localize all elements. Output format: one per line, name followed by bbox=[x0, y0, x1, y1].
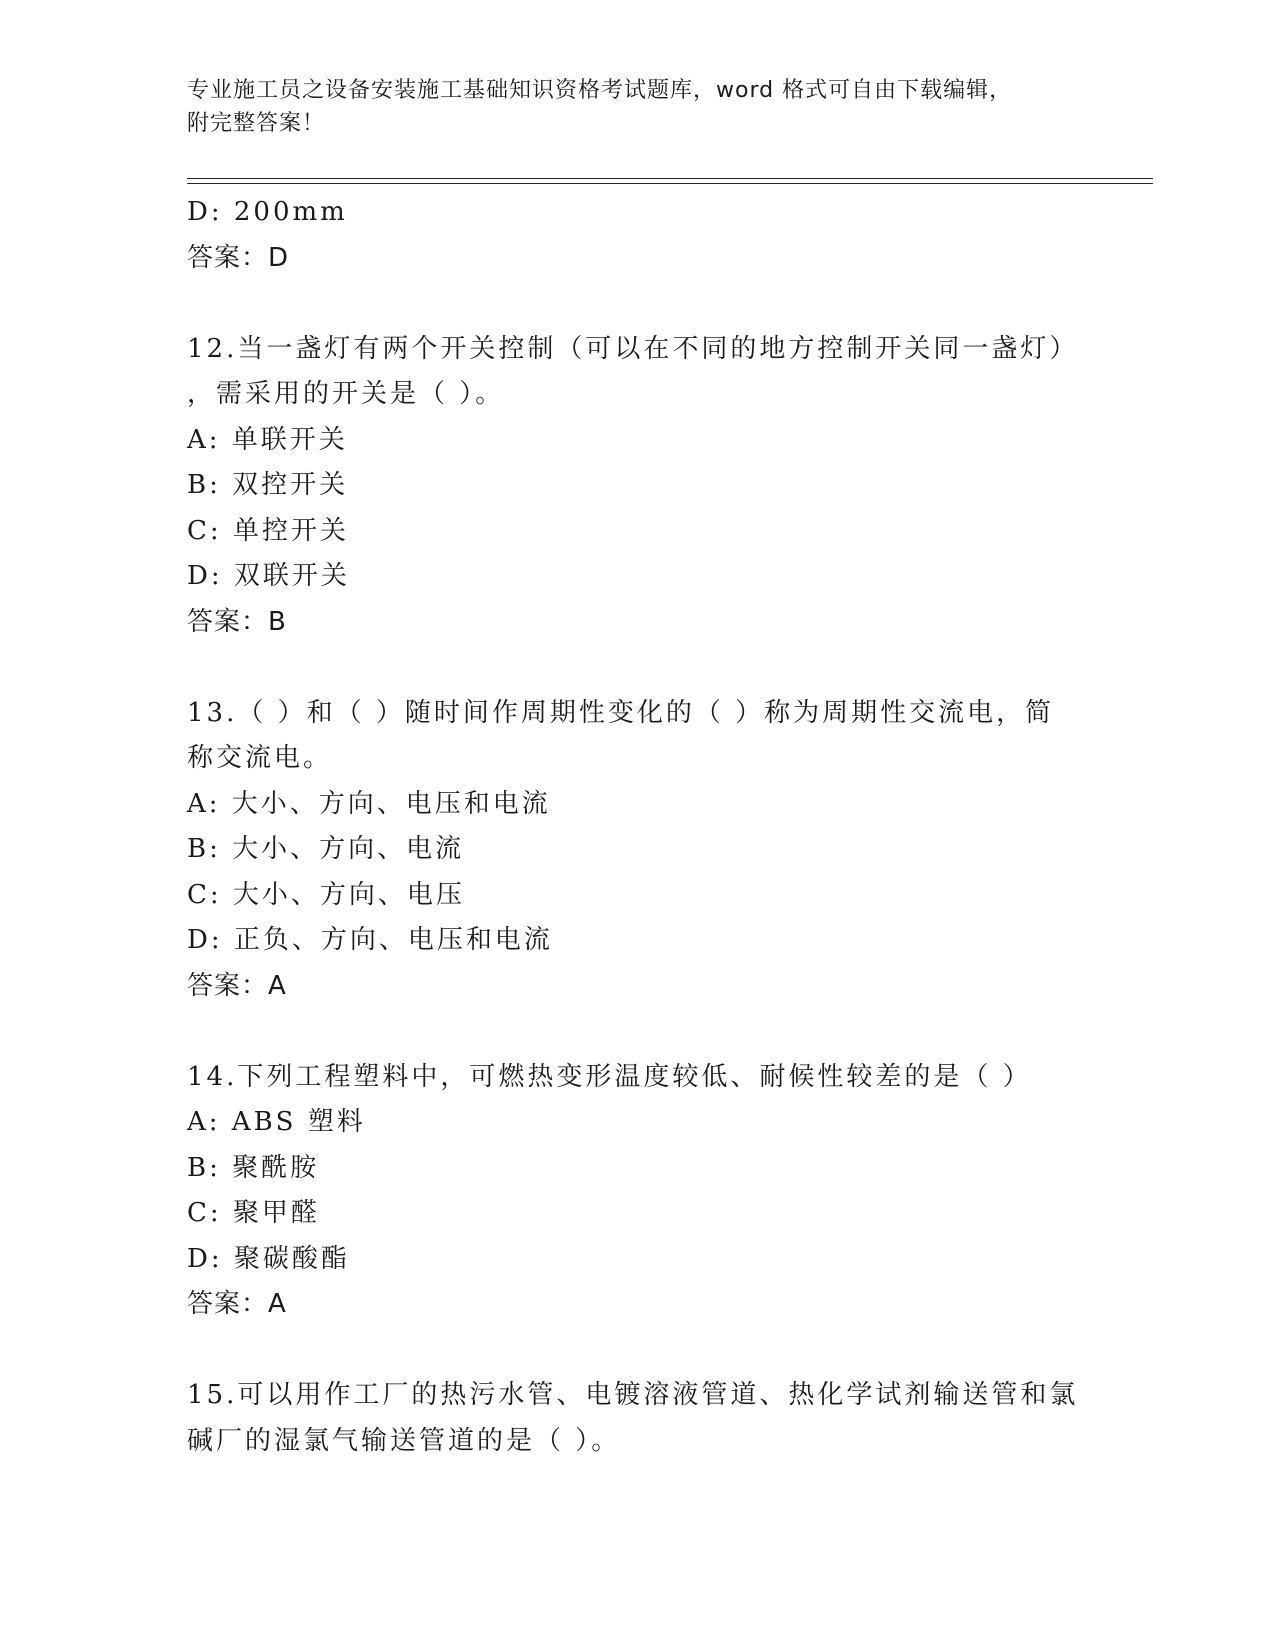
question-stem-line-1: 13.（ ）和（ ）随时间作周期性变化的（ ）称为周期性交流电，简 bbox=[187, 697, 1055, 728]
answer: 答案：D bbox=[187, 242, 290, 273]
option-d: D: 双联开关 bbox=[187, 561, 350, 591]
question-15 bbox=[187, 1373, 1087, 1464]
option-b: B: 聚酰胺 bbox=[187, 1152, 320, 1183]
question-stem-line-2: ，需采用的开关是（ ）。 bbox=[187, 379, 505, 409]
option-d: D: 正负、方向、电压和电流 bbox=[187, 925, 553, 955]
header-divider-top bbox=[187, 178, 1153, 179]
question-stem-line-2: 碱厂的湿氯气输送管道的是（ ）。 bbox=[187, 1425, 621, 1456]
answer: 答案：A bbox=[187, 1289, 287, 1319]
question-list bbox=[187, 190, 1087, 1464]
option-b: B: 双控开关 bbox=[187, 470, 349, 500]
option-c: C: 单控开关 bbox=[187, 515, 349, 546]
header-divider-bottom bbox=[187, 183, 1153, 184]
question-stem-line-1: 14.下列工程塑料中，可燃热变形温度较低、耐候性较差的是（ ） bbox=[187, 1061, 1032, 1092]
option-a: A: ABS 塑料 bbox=[187, 1107, 366, 1137]
option-b: B: 大小、方向、电流 bbox=[187, 834, 465, 864]
question-stem-line-1: 12.当一盏灯有两个开关控制（可以在不同的地方控制开关同一盏灯） bbox=[187, 333, 1079, 364]
answer: 答案：B bbox=[187, 606, 287, 637]
option-c: C: 大小、方向、电压 bbox=[187, 879, 465, 910]
option-d: D: 200mm bbox=[187, 197, 348, 227]
option-a: A: 大小、方向、电压和电流 bbox=[187, 788, 551, 819]
option-a: A: 单联开关 bbox=[187, 424, 348, 455]
question-14 bbox=[187, 1055, 1087, 1328]
answer: 答案：A bbox=[187, 970, 287, 1001]
header-line-2: 附完整答案！ bbox=[187, 111, 326, 136]
option-c: C: 聚甲醛 bbox=[187, 1198, 320, 1228]
question-12 bbox=[187, 327, 1087, 646]
header-line-1: 专业施工员之设备安装施工基础知识资格考试题库，word 格式可自由下载编辑， bbox=[187, 78, 1013, 103]
document-header bbox=[187, 74, 1067, 140]
question-11-tail bbox=[187, 190, 1087, 281]
question-13 bbox=[187, 691, 1087, 1010]
option-d: D: 聚碳酸酯 bbox=[187, 1243, 350, 1274]
question-stem-line-2: 称交流电。 bbox=[187, 743, 333, 773]
question-stem-line-1: 15.可以用作工厂的热污水管、电镀溶液管道、热化学试剂输送管和氯 bbox=[187, 1380, 1079, 1410]
